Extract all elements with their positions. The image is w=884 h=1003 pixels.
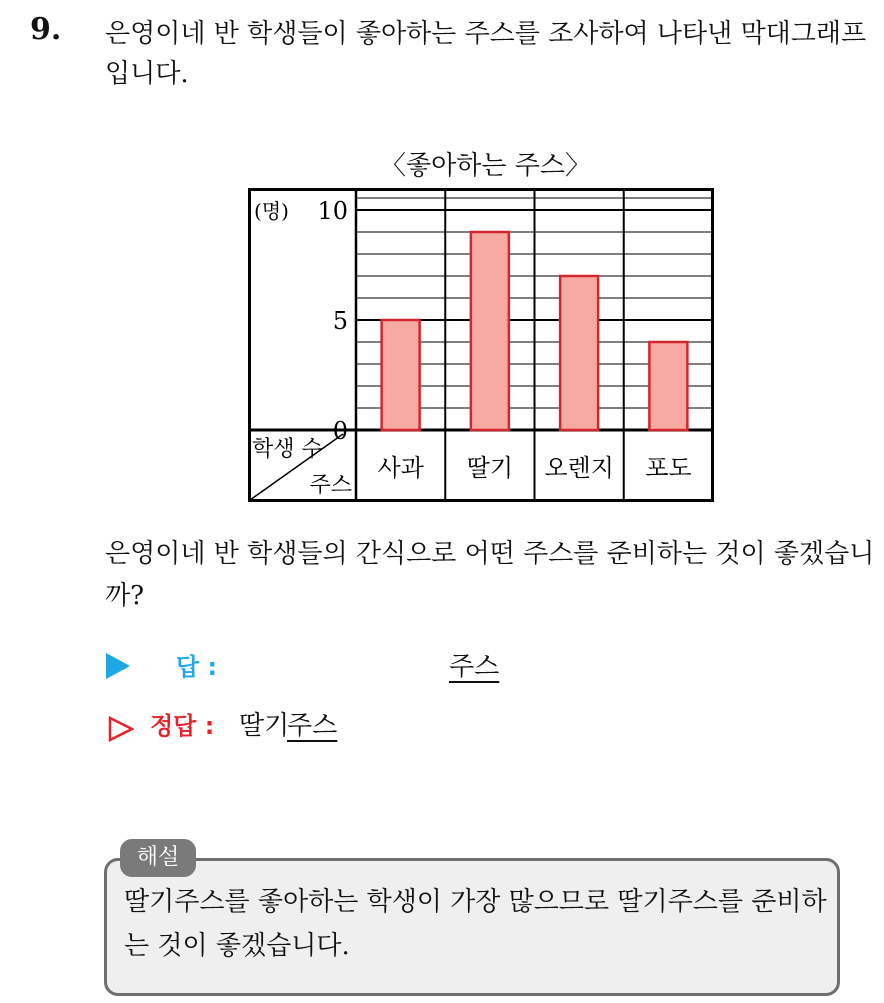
- question-number: 9.: [30, 12, 62, 47]
- corner-label-bottom: 주스: [309, 473, 352, 498]
- bar-chart: [248, 188, 716, 504]
- correct-label: 정답 :: [150, 712, 215, 740]
- category-label: 오렌지: [544, 454, 614, 482]
- y-tick-label: 10: [317, 197, 348, 225]
- unit-label: (명): [254, 199, 289, 223]
- bar-사과: [382, 320, 420, 430]
- sub-question: 은영이네 반 학생들의 간식으로 어떤 주스를 준비하는 것이 좋겠습니까?: [105, 539, 875, 611]
- question-text: 은영이네 반 학생들이 좋아하는 주스를 조사하여 나타낸 막대그래프입니다.: [105, 19, 867, 89]
- outline-triangle-icon: [108, 716, 134, 742]
- play-triangle-icon: [106, 653, 130, 679]
- y-tick-label: 5: [332, 307, 348, 335]
- answer-value[interactable]: 주스: [449, 652, 500, 682]
- correct-answer-row: [106, 706, 606, 746]
- explanation-tag: 해설: [120, 839, 196, 877]
- correct-value-prefix: 딸기: [239, 711, 290, 741]
- answer-row: [106, 647, 606, 687]
- bar-포도: [649, 342, 687, 430]
- answer-label: 답 :: [176, 653, 218, 681]
- bar-오렌지: [560, 276, 598, 430]
- corner-label-top: 학생 수: [252, 437, 323, 462]
- category-label: 딸기: [466, 454, 514, 482]
- category-label: 사과: [377, 454, 424, 482]
- correct-value-suffix: 주스: [287, 711, 338, 741]
- category-label: 포도: [645, 454, 692, 482]
- chart-title: 〈좋아하는 주스〉: [380, 151, 591, 181]
- y-tick-label: 0: [332, 417, 348, 445]
- bar-딸기: [471, 232, 509, 430]
- explanation-text: 딸기주스를 좋아하는 학생이 가장 많으므로 딸기주스를 준비하는 것이 좋겠습니다.: [124, 887, 827, 961]
